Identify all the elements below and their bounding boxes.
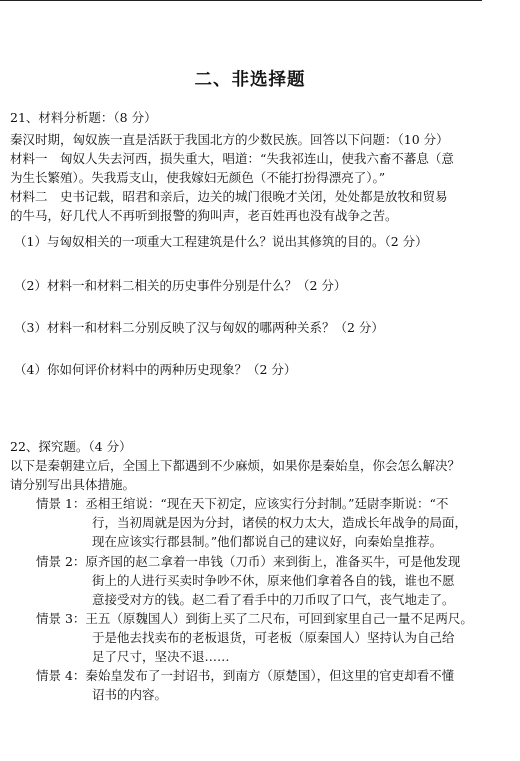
q22-intro-line2: 请分别写出具体措施。 <box>10 477 136 492</box>
scenario4-line2: 诏书的内容。 <box>92 687 168 702</box>
q21-question4: （4）你如何评价材料中的两种历史现象？（2 分） <box>14 362 297 377</box>
scenario3-line2: 于是他去找卖布的老板退货，可老板（原秦国人）坚持认为自己给 <box>92 630 455 645</box>
scenario2-line3: 意接受对方的钱。赵二看了看手中的刀币叹了口气，丧气地走了。 <box>92 592 455 607</box>
q21-material1-line2: 为生长繁殖）。失我焉支山，使我嫁妇无颜色（不能打扮得漂亮了）。” <box>10 170 386 185</box>
scenario3-line3: 足了尺寸，坚决不退…… <box>92 649 230 664</box>
scenario4-line1: 情景 4：秦始皇发布了一封诏书，到南方（原楚国），但这里的官吏却看不懂 <box>36 668 455 683</box>
q21-intro: 秦汉时期，匈奴族一直是活跃于我国北方的少数民族。回答以下问题：（10 分） <box>10 132 449 147</box>
top-rule <box>0 0 482 1</box>
q21-material1-line1: 材料一 匈奴人失去河西，损失重大，唱道：“失我祁连山，使我六畜不蕃息（意 <box>10 151 454 166</box>
q22-intro-line1: 以下是秦朝建立后，全国上下都遇到不少麻烦，如果你是秦始皇，你会怎么解决？ <box>10 458 461 473</box>
scenario1-line1: 情景 1：丞相王绾说：“现在天下初定，应该实行分封制。”廷尉李斯说：“不 <box>36 496 449 511</box>
q21-header: 21、材料分析题：（8 分） <box>10 110 157 125</box>
q21-question1: （1）与匈奴相关的一项重大工程建筑是什么？说出其修筑的目的。（2 分） <box>14 234 428 249</box>
q21-material2-line1: 材料二 史书记载，昭君和亲后，边关的城门很晚才关闭，处处都是放牧和贸易 <box>10 189 448 204</box>
section-title: 二、非选择题 <box>194 70 306 90</box>
scenario2-line2: 街上的人进行买卖时争吵不休，原来他们拿着各自的钱，谁也不愿 <box>92 573 455 588</box>
scenario1-line3: 现在应该实行郡县制。”他们都说自己的建议好，向秦始皇推荐。 <box>92 534 443 549</box>
scenario1-line2: 行，当初周就是因为分封，诸侯的权力太大，造成长年战争的局面， <box>92 515 468 530</box>
q21-material2-line2: 的牛马，好几代人不再听到报警的狗叫声，老百姓再也没有战争之苦。 <box>10 208 398 223</box>
q21-question3: （3）材料一和材料二分别反映了汉与匈奴的哪两种关系？（2 分） <box>14 320 384 335</box>
q21-question2: （2）材料一和材料二相关的历史事件分别是什么？（2 分） <box>14 278 347 293</box>
scenario2-line1: 情景 2：原齐国的赵二拿着一串钱（刀币）来到街上，准备买牛，可是他发现 <box>36 554 461 569</box>
q22-header: 22、探究题。（4 分） <box>10 439 132 454</box>
scenario3-line1: 情景 3：王五（原魏国人）到街上买了二尺布，可回到家里自己一量不足两尺。 <box>36 611 473 626</box>
